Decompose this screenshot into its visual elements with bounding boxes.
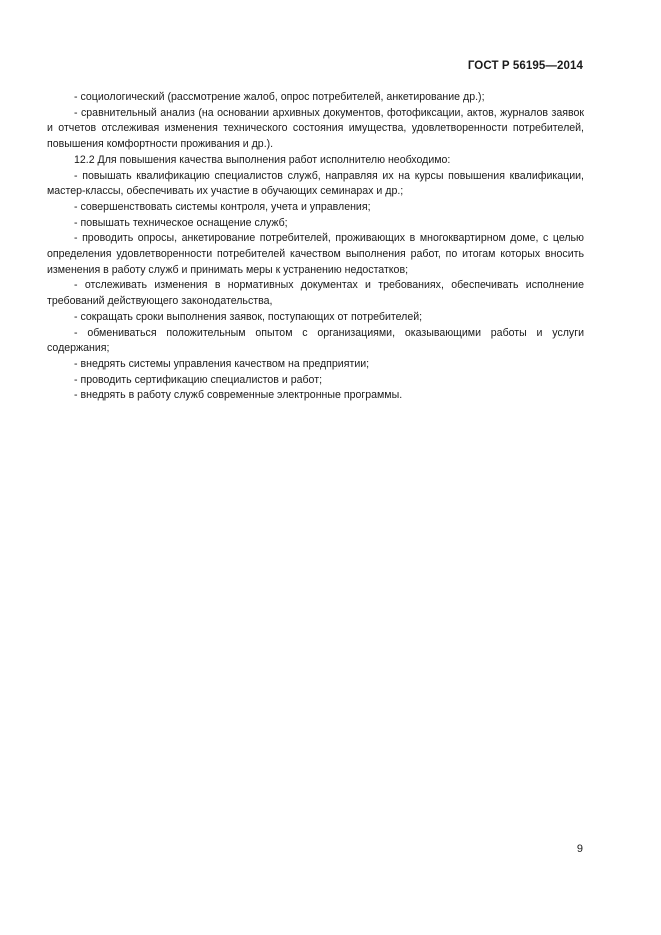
list-item-experience-exchange: - обмениваться положительным опытом с организациями, оказывающими работы и услуги содержания; — [47, 326, 584, 355]
list-item-control-systems: - совершенствовать системы контроля, учета и управления; — [74, 200, 371, 213]
list-item-sociological: - социологический (рассмотрение жалоб, опрос потребителей, анкетирование др.); — [74, 91, 485, 103]
page-number: 9 — [576, 843, 583, 855]
list-item-comparative-analysis: - сравнительный анализ (на основании архивных документов, фотофиксации, актов, журналов заявок и отчетов отслеживая изменения технического состояния имущества, удовлетворенности потребителей, повышения комфортности проживания и др.). — [47, 106, 584, 151]
list-item-quality-management: - внедрять системы управления качеством на предприятии; — [74, 357, 370, 370]
clause-12-2-heading: 12.2 Для повышения качества выполнения работ исполнителю необходимо: — [74, 153, 451, 166]
document-body — [47, 90, 584, 404]
list-item-electronic-programs: - внедрять в работу служб современные электронные программы. — [74, 389, 403, 402]
document-header-code: ГОСТ Р 56195—2014 — [467, 60, 583, 72]
list-item-regulatory-tracking: - отслеживать изменения в нормативных документах и требованиях, обеспечивать исполнение требований действующего законодательства, — [47, 279, 584, 308]
list-item-technical-equipment: - повышать техническое оснащение служб; — [74, 216, 288, 229]
list-item-certification: - проводить сертификацию специалистов и работ; — [74, 373, 323, 386]
list-item-request-deadlines: - сокращать сроки выполнения заявок, поступающих от потребителей; — [74, 310, 423, 323]
list-item-surveys: - проводить опросы, анкетирование потребителей, проживающих в многоквартирном доме, с целью определения удовлетворенности потребителей качеством выполнения работ, по итогам которых вносить изменения в работу служб и принимать меры к устранению недостатков; — [47, 232, 584, 276]
list-item-qualification: - повышать квалификацию специалистов служб, направляя их на курсы повышения квалификации, мастер-классы, обеспечивать их участие в обучающих семинарах и др.; — [47, 169, 584, 198]
